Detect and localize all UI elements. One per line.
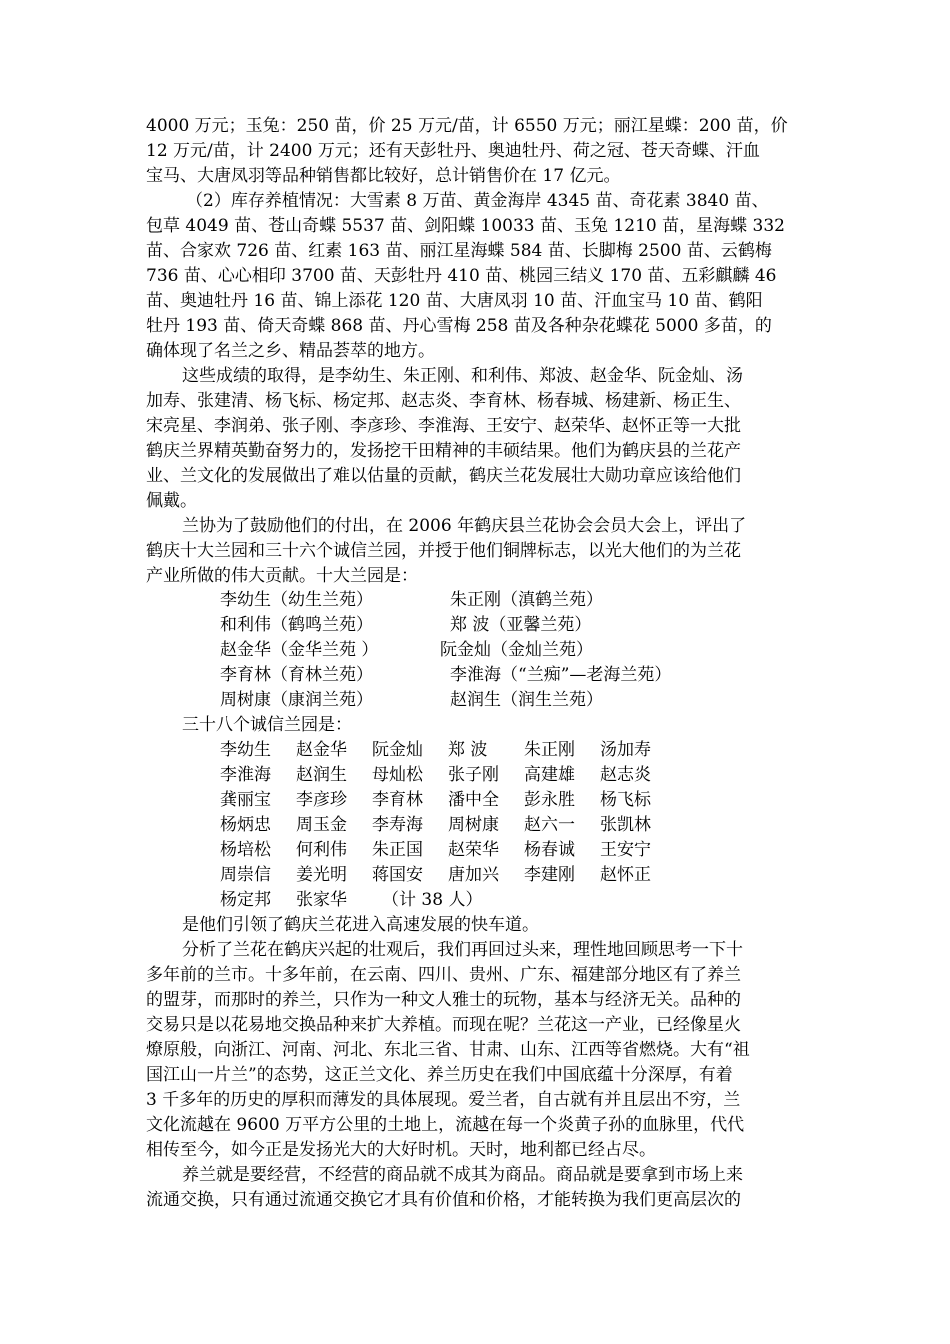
name-cell: 杨炳忠 xyxy=(220,815,271,835)
name-cell: 赵志炎 xyxy=(600,765,651,785)
name-cell: 王安宁 xyxy=(600,840,651,860)
closing-line: 是他们引领了鹤庆兰花进入高速发展的快车道。 xyxy=(182,915,539,935)
list-item xyxy=(220,588,800,612)
name-cell: 高建雄 xyxy=(524,765,575,785)
name-cell: 张凯林 xyxy=(600,815,651,835)
name-cell: 蒋国安 xyxy=(372,865,423,885)
name-cell: 李淮海 xyxy=(220,765,271,785)
text-line: 加寿、张建清、杨飞标、杨定邦、赵志炎、李育林、杨春城、杨建新、杨正生、 xyxy=(146,391,741,411)
name-cell: 朱正国 xyxy=(372,840,423,860)
text-line: 相传至今，如今正是发扬光大的大好时机。天时，地利都已经占尽。 xyxy=(146,1140,656,1160)
text-line: 兰协为了鼓励他们的付出，在 2006 年鹤庆县兰花协会会员大会上，评出了 xyxy=(182,516,747,536)
name-cell: 杨定邦 xyxy=(220,890,271,910)
table-row xyxy=(220,813,720,837)
list-item xyxy=(220,688,800,712)
text-line: 分析了兰花在鹤庆兴起的壮观后，我们再回过头来，理性地回顾思考一下十 xyxy=(182,940,743,960)
list-item xyxy=(220,663,800,687)
garden-entry: 赵金华（金华兰苑 ） xyxy=(220,640,379,660)
name-cell: 赵荣华 xyxy=(448,840,499,860)
name-cell: 张家华 xyxy=(296,890,347,910)
name-cell: 杨培松 xyxy=(220,840,271,860)
name-cell: 赵金华 xyxy=(296,740,347,760)
name-cell: 龚丽宝 xyxy=(220,790,271,810)
name-cell: 何利伟 xyxy=(296,840,347,860)
name-cell: 郑 波 xyxy=(448,740,488,760)
text-line: 3 千多年的历史的厚积而薄发的具体展现。爱兰者，自古就有并且层出不穷，兰 xyxy=(146,1090,741,1110)
name-cell: 赵怀正 xyxy=(600,865,651,885)
text-line: 佩戴。 xyxy=(146,491,197,511)
table-row xyxy=(220,838,720,862)
text-line: 4000 万元；玉兔：250 苗，价 25 万元/苗，计 6550 万元；丽江星蝶：200 苗，价 xyxy=(146,116,788,136)
garden-entry: 和利伟（鹤鸣兰苑） xyxy=(220,615,373,635)
text-line: 多年前的兰市。十多年前，在云南、四川、贵州、广东、福建部分地区有了养兰 xyxy=(146,965,741,985)
text-line: 国江山一片兰”的态势，这正兰文化、养兰历史在我们中国底蕴十分深厚，有着 xyxy=(146,1065,733,1085)
table-row xyxy=(220,738,720,762)
garden-entry: 周树康（康润兰苑） xyxy=(220,690,373,710)
text-line: 苗、合家欢 726 苗、红素 163 苗、丽江星海蝶 584 苗、长脚梅 2500 苗、云鹤梅 xyxy=(146,241,772,261)
garden-entry: 朱正刚（滇鹤兰苑） xyxy=(450,590,603,610)
text-line: （2）库存养植情况：大雪素 8 万苗、黄金海岸 4345 苗、奇花素 3840 苗、 xyxy=(186,191,769,211)
name-cell: 杨飞标 xyxy=(600,790,651,810)
name-cell: 李建刚 xyxy=(524,865,575,885)
garden-entry: 阮金灿（金灿兰苑） xyxy=(440,640,593,660)
name-cell: 阮金灿 xyxy=(372,740,423,760)
name-cell: 潘中全 xyxy=(448,790,499,810)
name-cell: 汤加寿 xyxy=(600,740,651,760)
name-cell: 张子刚 xyxy=(448,765,499,785)
text-line: 燎原般，向浙江、河南、河北、东北三省、甘肃、山东、江西等省燃烧。大有“祖 xyxy=(146,1040,750,1060)
text-line: 业、兰文化的发展做出了难以估量的贡献，鹤庆兰花发展壮大勋功章应该给他们 xyxy=(146,466,741,486)
name-cell: 李幼生 xyxy=(220,740,271,760)
table-row xyxy=(220,863,720,887)
name-cell: 周崇信 xyxy=(220,865,271,885)
garden-entry: 李幼生（幼生兰苑） xyxy=(220,590,373,610)
text-line: 流通交换，只有通过流通交换它才具有价值和价格，才能转换为我们更高层次的 xyxy=(146,1190,741,1210)
text-line: 养兰就是要经营，不经营的商品就不成其为商品。商品就是要拿到市场上来 xyxy=(182,1165,743,1185)
name-cell: 赵六一 xyxy=(524,815,575,835)
name-cell: 姜光明 xyxy=(296,865,347,885)
table-row xyxy=(220,888,720,912)
table-row xyxy=(220,788,720,812)
name-cell: 周树康 xyxy=(448,815,499,835)
name-cell: 朱正刚 xyxy=(524,740,575,760)
text-line: 苗、奥迪牡丹 16 苗、锦上添花 120 苗、大唐凤羽 10 苗、汗血宝马 10 苗、鹤阳 xyxy=(146,291,763,311)
garden-entry: 李淮海（“兰痴”—老海兰苑） xyxy=(450,665,672,685)
name-cell: 唐加兴 xyxy=(448,865,499,885)
table-row xyxy=(220,763,720,787)
text-line: 产业所做的伟大贡献。十大兰园是： xyxy=(146,566,418,586)
name-cell: 李寿海 xyxy=(372,815,423,835)
text-line: 包草 4049 苗、苍山奇蝶 5537 苗、剑阳蝶 10033 苗、玉兔 1210 苗，星海蝶 332 xyxy=(146,216,785,236)
garden-entry: 李育林（育林兰苑） xyxy=(220,665,373,685)
text-line: 宋亮星、李润弟、张子刚、李彦珍、李淮海、王安宁、赵荣华、赵怀正等一大批 xyxy=(146,416,741,436)
text-line: 的盟芽，而那时的养兰，只作为一种文人雅士的玩物，基本与经济无关。品种的 xyxy=(146,990,741,1010)
list-item xyxy=(220,613,800,637)
text-line: 12 万元/苗，计 2400 万元；还有天彭牡丹、奥迪牡丹、荷之冠、苍天奇蝶、汗血 xyxy=(146,141,760,161)
text-line: 确体现了名兰之乡、精品荟萃的地方。 xyxy=(146,341,435,361)
text-line: 牡丹 193 苗、倚天奇蝶 868 苗、丹心雪梅 258 苗及各种杂花蝶花 5000 多苗，的 xyxy=(146,316,772,336)
text-line: 鹤庆十大兰园和三十六个诚信兰园，并授于他们铜牌标志，以光大他们的为兰花 xyxy=(146,541,741,561)
name-cell: 李彦珍 xyxy=(296,790,347,810)
text-line: 文化流越在 9600 万平方公里的土地上，流越在每一个炎黄子孙的血脉里，代代 xyxy=(146,1115,745,1135)
text-line: 这些成绩的取得，是李幼生、朱正刚、和利伟、郑波、赵金华、阮金灿、汤 xyxy=(182,366,743,386)
list-item xyxy=(220,638,800,662)
garden-entry: 赵润生（润生兰苑） xyxy=(450,690,603,710)
text-line: 宝马、大唐凤羽等品种销售都比较好，总计销售价在 17 亿元。 xyxy=(146,166,621,186)
name-cell: 李育林 xyxy=(372,790,423,810)
text-line: 736 苗、心心相印 3700 苗、天彭牡丹 410 苗、桃园三结义 170 苗、五彩麒麟 46 xyxy=(146,266,777,286)
garden-entry: 郑 波（亚馨兰苑） xyxy=(450,615,592,635)
name-cell: 杨春诚 xyxy=(524,840,575,860)
text-line: 交易只是以花易地交换品种来扩大养植。而现在呢？兰花这一产业，已经像星火 xyxy=(146,1015,741,1035)
text-line: 鹤庆兰界精英勤奋努力的，发扬挖干田精神的丰硕结果。他们为鹤庆县的兰花产 xyxy=(146,441,741,461)
count-note: （计 38 人） xyxy=(382,890,483,910)
name-cell: 彭永胜 xyxy=(524,790,575,810)
name-cell: 赵润生 xyxy=(296,765,347,785)
name-cell: 周玉金 xyxy=(296,815,347,835)
name-cell: 母灿松 xyxy=(372,765,423,785)
honest-gardens-heading: 三十八个诚信兰园是： xyxy=(182,715,352,735)
